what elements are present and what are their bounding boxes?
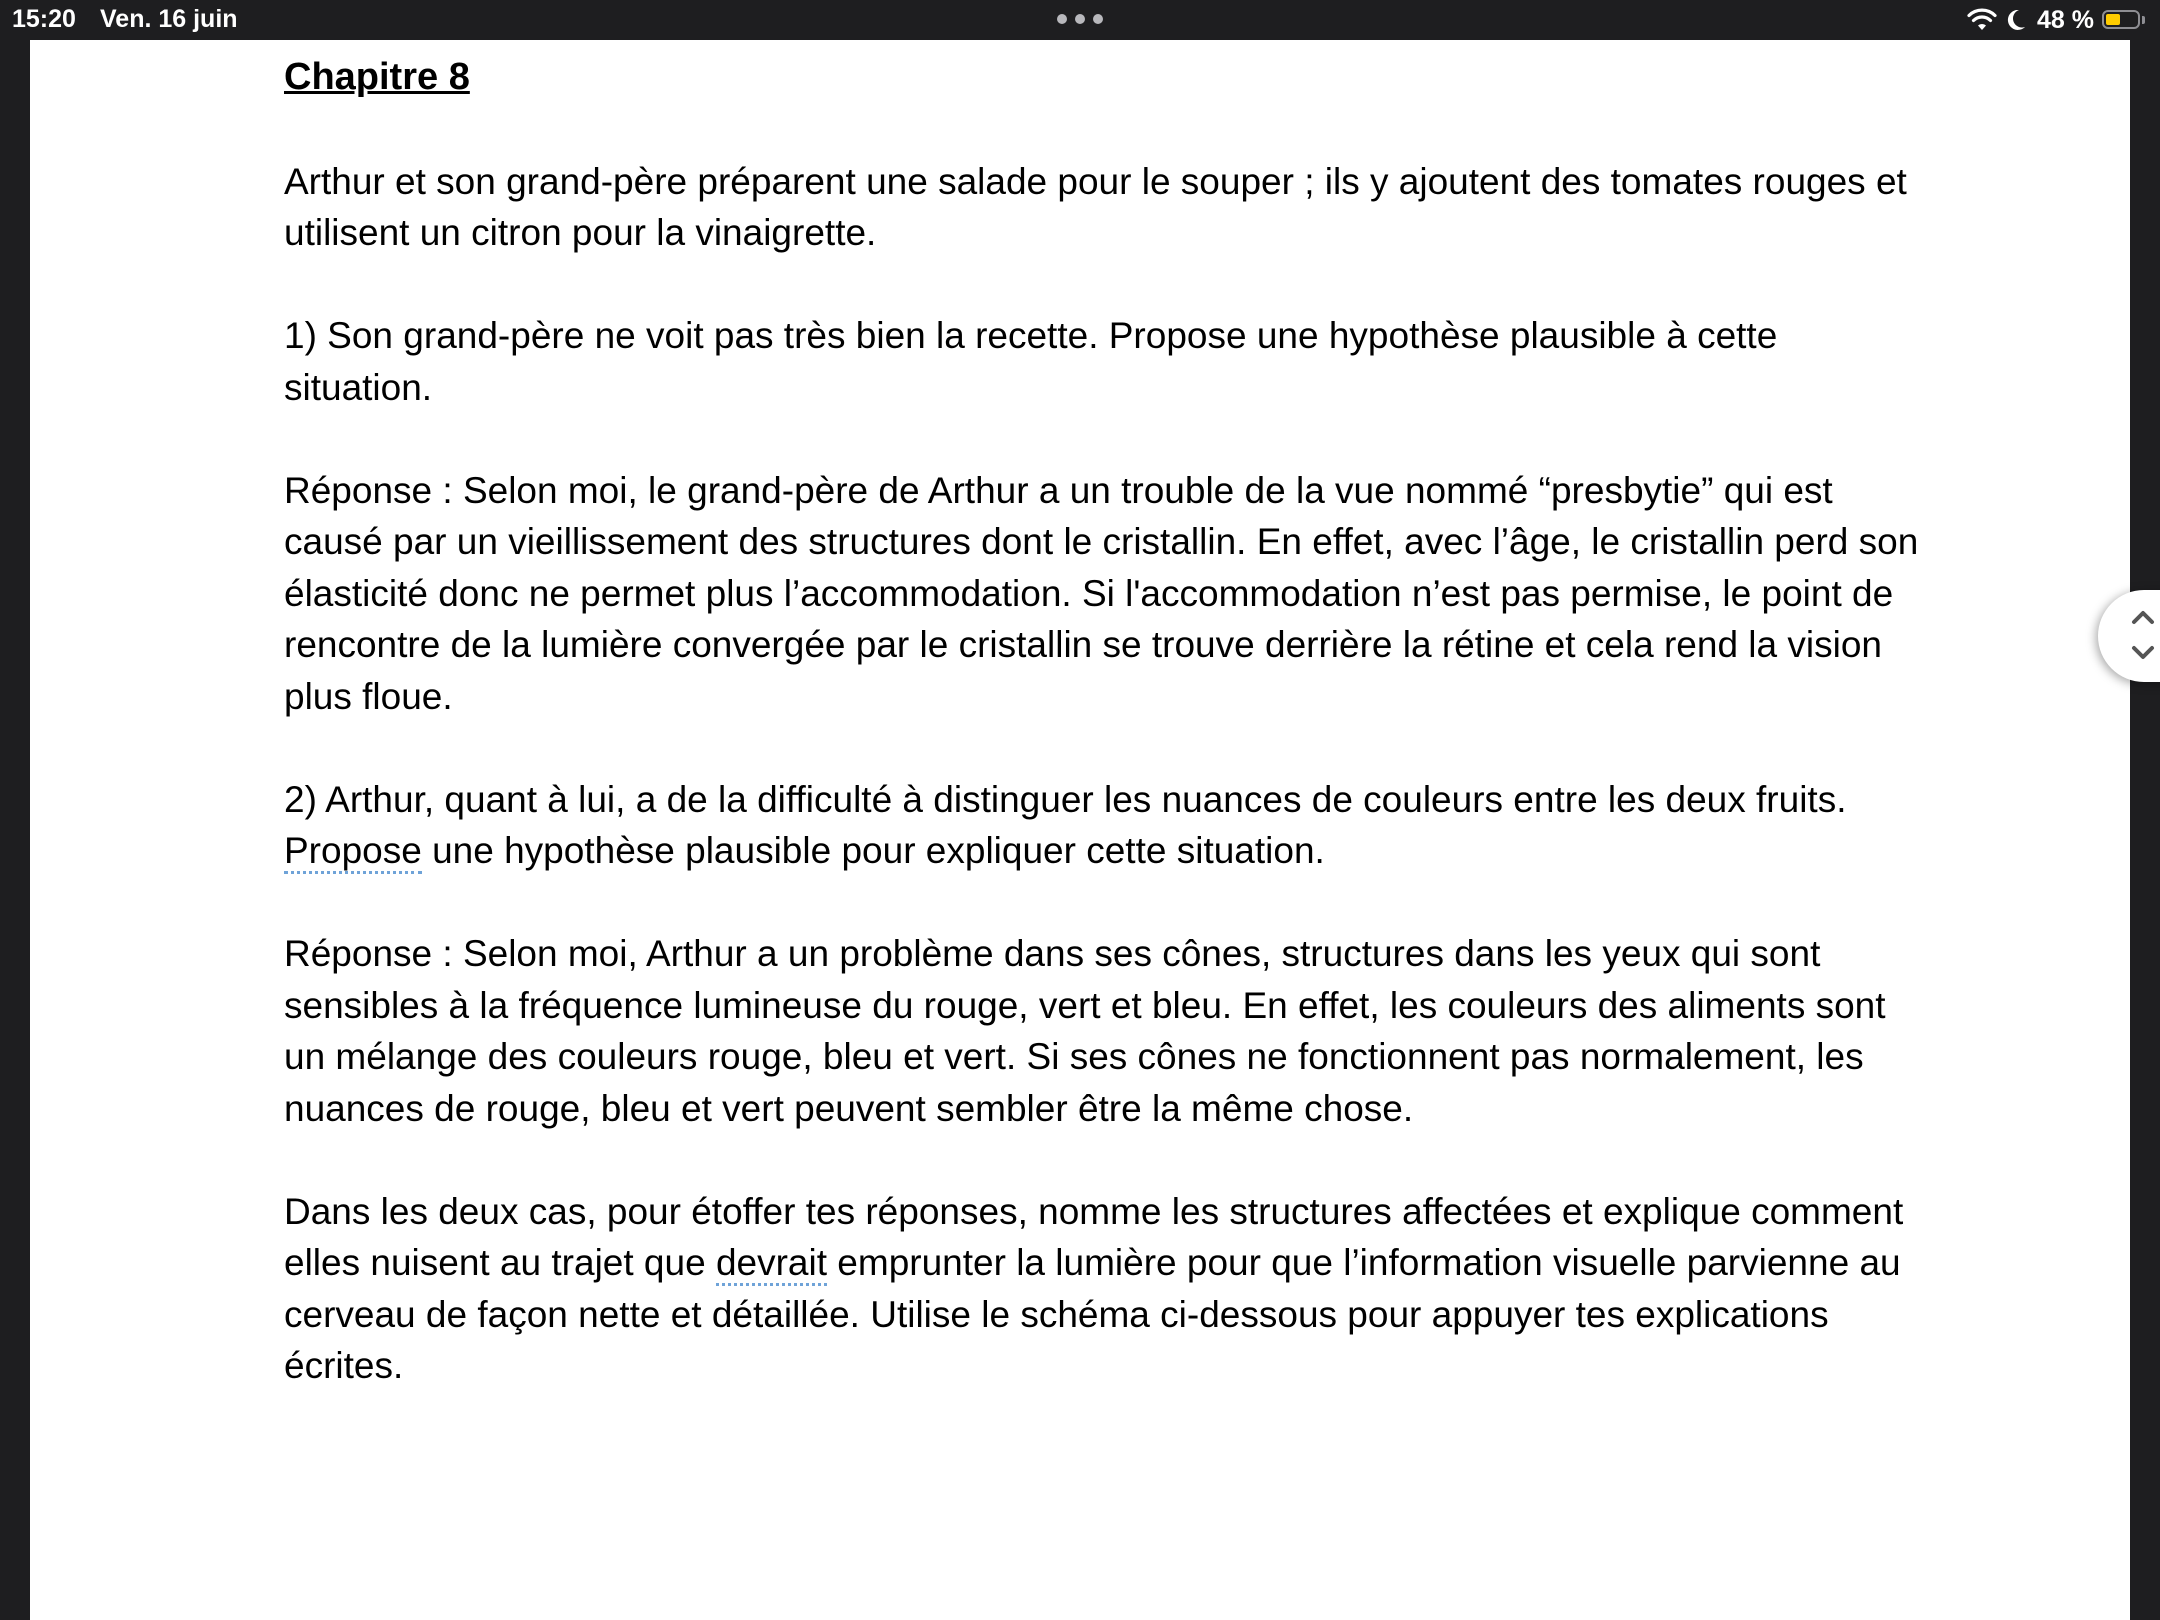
status-indicators [1967,4,2146,36]
status-date: Ven. 16 juin [100,5,238,33]
conclusion-text-end: emprunter la lumière pour que l’information visuelle parvienne au cerveau de façon nette et détaillée. Utilise le schéma ci-dessous pour appuyer tes explications écrites. [284,1242,1901,1386]
grammar-flagged-word[interactable]: Propose [284,830,422,874]
moon-icon [2005,8,2027,32]
status-bar [0,0,2160,40]
status-time: 15:20 [12,5,76,33]
question-2-text-start: 2) Arthur, quant à lui, a de la difficulté à distinguer les nuances de couleurs entre les deux fruits. [284,778,1847,820]
multitasking-dots-icon[interactable] [1057,14,1103,26]
battery-percentage: 48 % [2037,5,2094,34]
document-page[interactable] [30,40,2130,1620]
battery-icon [2102,10,2146,31]
document-content [284,52,1924,1443]
grammar-flagged-word[interactable]: devrait [716,1242,827,1286]
question-2 [284,774,1924,877]
question-1: 1) Son grand-père ne voit pas très bien la recette. Propose une hypothèse plausible à cette situation. [284,315,1778,408]
chevron-up-down-icon [2128,606,2158,666]
chapter-title: Chapitre 8 [284,56,470,98]
wifi-icon [1967,8,1997,32]
answer-2: Réponse : Selon moi, Arthur a un problème dans ses cônes, structures dans les yeux qui sont sensibles à la fréquence lumineuse du rouge, vert et bleu. En effet, les couleurs des aliments sont un mélange des couleurs rouge, bleu et vert. Si ses cônes ne fonctionnent pas normalement, les nuances de rouge, bleu et vert peuvent sembler être la même chose. [284,933,1886,1129]
conclusion-text-start: Dans les deux cas, pour étoffer tes réponses, nomme les structures affectées et explique comment elles nuisent au trajet que [284,1190,1904,1283]
answer-1: Réponse : Selon moi, le grand-père de Arthur a un trouble de la vue nommé “presbytie” qui est causé par un vieillissement des structures dont le cristallin. En effet, avec l’âge, le cristallin perd son élasticité donc ne permet plus l’accommodation. Si l'accommodation n’est pas permise, le point de rencontre de la lumière convergée par le cristallin se trouve derrière la rétine et cela rend la vision plus floue. [284,469,1919,717]
intro-paragraph: Arthur et son grand-père préparent une salade pour le souper ; ils y ajoutent des tomates rouges et utilisent un citron pour la vinaigrette. [284,160,1907,253]
conclusion-paragraph [284,1186,1924,1392]
question-2-text-end: une hypothèse plausible pour expliquer cette situation. [421,830,1325,871]
